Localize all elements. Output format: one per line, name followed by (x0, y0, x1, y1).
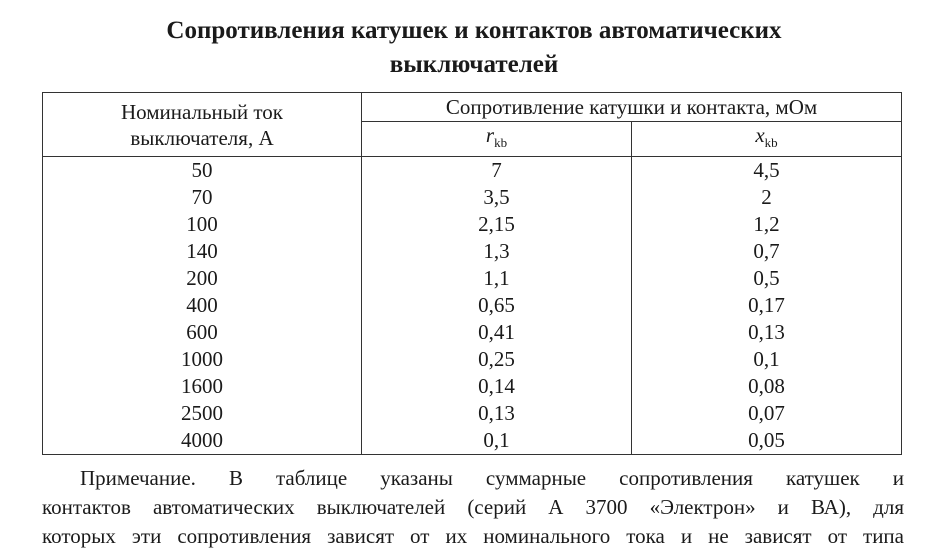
cell-r-kb: 0,41 (362, 319, 632, 346)
cell-r-kb: 7 (362, 157, 632, 185)
cell-x-kb: 0,17 (632, 292, 902, 319)
table-row (43, 346, 902, 373)
table-row (43, 427, 902, 455)
cell-r-kb: 0,1 (362, 427, 632, 455)
table-row (43, 373, 902, 400)
resistance-table (42, 92, 902, 455)
note-line-2: контактов автоматических выключателей (серий А 3700 «Электрон» и ВА), для (42, 495, 904, 519)
cell-r-kb: 1,1 (362, 265, 632, 292)
cell-current: 200 (43, 265, 362, 292)
cell-x-kb: 1,2 (632, 211, 902, 238)
cell-x-kb: 0,08 (632, 373, 902, 400)
header-resistance: Сопротивление катушки и контакта, мОм (362, 93, 902, 122)
header-x-subscript: kb (764, 135, 778, 151)
note-line-3: которых эти сопротивления зависят от их номинального тока и не зависят от типа (42, 524, 904, 548)
cell-current: 50 (43, 157, 362, 185)
page-title (0, 14, 948, 82)
cell-current: 2500 (43, 400, 362, 427)
cell-x-kb: 0,13 (632, 319, 902, 346)
note-line-1: Примечание. В таблице указаны суммарные сопротивления катушек и (80, 466, 904, 490)
header-x-kb (632, 122, 902, 157)
cell-current: 4000 (43, 427, 362, 455)
cell-r-kb: 0,65 (362, 292, 632, 319)
cell-x-kb: 0,05 (632, 427, 902, 455)
cell-current: 400 (43, 292, 362, 319)
cell-x-kb: 4,5 (632, 157, 902, 185)
table-row (43, 319, 902, 346)
cell-r-kb: 2,15 (362, 211, 632, 238)
cell-x-kb: 0,5 (632, 265, 902, 292)
cell-current: 100 (43, 211, 362, 238)
header-r-kb (362, 122, 632, 157)
cell-current: 70 (43, 184, 362, 211)
header-current-line-2: выключателя, А (130, 125, 274, 150)
cell-current: 600 (43, 319, 362, 346)
cell-x-kb: 0,07 (632, 400, 902, 427)
table-row (43, 265, 902, 292)
cell-r-kb: 3,5 (362, 184, 632, 211)
table-row (43, 292, 902, 319)
cell-x-kb: 2 (632, 184, 902, 211)
cell-x-kb: 0,1 (632, 346, 902, 373)
cell-r-kb: 0,14 (362, 373, 632, 400)
header-x-symbol: x (755, 123, 765, 147)
title-line-2: выключателей (389, 51, 559, 78)
title-line-1: Сопротивления катушек и контактов автоматических (166, 17, 782, 44)
header-r-symbol: r (485, 123, 495, 147)
table-body (43, 157, 902, 455)
cell-r-kb: 0,25 (362, 346, 632, 373)
table-row (43, 157, 902, 185)
table-row (43, 184, 902, 211)
cell-current: 140 (43, 238, 362, 265)
header-r-subscript: kb (494, 135, 508, 151)
cell-current: 1600 (43, 373, 362, 400)
header-rated-current (43, 93, 362, 157)
header-current-line-1: Номинальный ток (120, 99, 284, 124)
cell-x-kb: 0,7 (632, 238, 902, 265)
cell-r-kb: 0,13 (362, 400, 632, 427)
table-row (43, 400, 902, 427)
cell-r-kb: 1,3 (362, 238, 632, 265)
table-row (43, 238, 902, 265)
table-row (43, 211, 902, 238)
note-paragraph (42, 464, 904, 551)
cell-current: 1000 (43, 346, 362, 373)
